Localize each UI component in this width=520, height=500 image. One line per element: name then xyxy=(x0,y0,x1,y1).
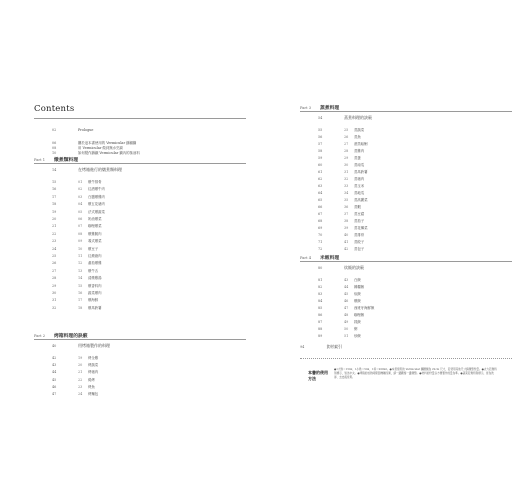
entry-text: 蒸排骨 xyxy=(354,233,365,237)
entry-page: 45 xyxy=(52,377,57,382)
entry-page: 89 xyxy=(318,334,323,338)
divider xyxy=(300,261,512,262)
entry-page: 08 xyxy=(52,146,57,150)
entry-text: 蒸煮料理的訣竅 xyxy=(344,115,372,120)
entry-number: 26 xyxy=(344,135,349,139)
part4-title: 米飯料理 xyxy=(320,255,340,261)
entry-number: 10 xyxy=(78,246,83,251)
toc-entry[interactable] xyxy=(318,205,361,209)
entry-text: 燉雞腿肉 xyxy=(88,231,102,236)
entry-number: 37 xyxy=(344,212,349,216)
entry-number: 01 xyxy=(78,180,83,184)
toc-entry[interactable] xyxy=(52,356,98,360)
entry-number: 42 xyxy=(344,247,349,251)
divider xyxy=(34,339,246,340)
entry-number: 33 xyxy=(344,184,349,188)
entry-text: 蒸蛋 xyxy=(354,156,361,160)
toc-entry[interactable] xyxy=(318,156,361,160)
entry-number: 31 xyxy=(344,170,349,174)
entry-text: 咖哩飯 xyxy=(354,313,365,317)
entry-number: 25 xyxy=(344,128,349,132)
entry-page: 43 xyxy=(52,363,57,368)
entry-page: 42 xyxy=(52,356,57,360)
entry-text: 蒸南瓜 xyxy=(354,163,365,167)
toc-entry[interactable] xyxy=(318,240,364,244)
toc-entry[interactable] xyxy=(52,202,105,206)
entry-page: 56 xyxy=(318,135,323,139)
entry-text: 蒸馬鈴薯 xyxy=(354,170,368,174)
entry-text: 焗烤 xyxy=(88,377,95,382)
entry-number: 35 xyxy=(344,198,349,202)
entry-number: 30 xyxy=(344,163,349,167)
toc-entry[interactable] xyxy=(318,177,364,181)
entry-page: 58 xyxy=(318,149,323,153)
toc-entry[interactable] xyxy=(52,180,102,184)
toc-entry[interactable] xyxy=(52,385,95,389)
toc-entry[interactable] xyxy=(318,142,368,146)
entry-text: 奶油燉菜 xyxy=(88,217,102,221)
part3-title: 蒸煮料理 xyxy=(320,105,340,111)
entry-text: 蒸餃子 xyxy=(354,240,365,244)
entry-page: 46 xyxy=(52,384,57,389)
entry-text: 番茄燉雞 xyxy=(88,261,102,266)
entry-text: 蒸蝦 xyxy=(354,205,361,209)
part4-label: Part 4 xyxy=(300,256,311,260)
entry-number: 27 xyxy=(344,142,349,146)
entry-text: 如何製作鑄鐵 Vermicular 鍋內的抹油料 xyxy=(78,151,140,155)
toc-entry[interactable] xyxy=(318,191,364,195)
entry-page: 28 xyxy=(52,276,57,281)
entry-text: 炒飯 xyxy=(354,334,361,338)
toc-entry[interactable] xyxy=(318,306,374,310)
entry-page: 72 xyxy=(318,247,323,251)
entry-page: 19 xyxy=(52,209,57,214)
entry-page: 15 xyxy=(52,180,57,184)
entry-number: 34 xyxy=(344,191,349,195)
toc-entry[interactable] xyxy=(318,233,364,237)
toc-entry[interactable] xyxy=(318,226,368,230)
entry-number: 41 xyxy=(344,240,349,244)
index-entry[interactable] xyxy=(300,345,342,349)
divider xyxy=(34,118,246,119)
intro-entry[interactable] xyxy=(52,146,123,150)
part2-title: 烤箱料理的訣竅 xyxy=(54,333,88,339)
entry-text: 燉香料肉 xyxy=(88,283,102,288)
entry-text: 蒸茄子 xyxy=(354,219,365,223)
entry-text: 咖哩燉菜 xyxy=(88,224,102,229)
entry-number: 06 xyxy=(78,217,83,221)
entry-page: 94 xyxy=(300,345,305,349)
entry-text: 義式燉菜 xyxy=(88,239,102,244)
entry-number: 43 xyxy=(344,278,349,282)
entry-page: 24 xyxy=(52,246,57,251)
entry-page: 70 xyxy=(318,233,323,237)
entry-text: 清燉雞湯 xyxy=(88,276,102,281)
entry-text: 炊飯的訣竅 xyxy=(344,265,364,270)
entry-page: 17 xyxy=(52,194,57,199)
entry-number: 05 xyxy=(78,209,83,214)
entry-text: 雜糧飯 xyxy=(354,285,365,289)
toc-entry[interactable] xyxy=(52,187,105,191)
part1-title: 燉煮類料理 xyxy=(54,157,78,163)
part1-heading xyxy=(34,156,78,163)
toc-entry[interactable] xyxy=(318,219,364,223)
section-intro-entry[interactable] xyxy=(318,266,364,270)
entry-number: 11 xyxy=(78,254,83,258)
entry-number: 19 xyxy=(78,356,83,360)
right-page xyxy=(260,0,520,500)
entry-page: 47 xyxy=(52,392,57,396)
entry-page: 81 xyxy=(318,278,323,282)
entry-page: 23 xyxy=(52,239,57,244)
entry-number: 12 xyxy=(78,261,83,266)
entry-page: 30 xyxy=(52,291,57,295)
toc-entry[interactable] xyxy=(318,128,364,132)
toc-entry[interactable] xyxy=(318,170,368,174)
entry-text: 用 Vermicular 做到無水烹調 xyxy=(78,146,123,150)
entry-page: 61 xyxy=(318,170,323,174)
entry-text: Prologue xyxy=(78,128,94,132)
entry-text: 蒸豬肉 xyxy=(354,177,365,181)
entry-page: 20 xyxy=(52,217,57,221)
toc-entry[interactable] xyxy=(318,198,368,202)
entry-page: 82 xyxy=(318,285,323,289)
entry-number: 49 xyxy=(344,320,349,324)
entry-number: 44 xyxy=(344,285,349,289)
part1-label: Part 1 xyxy=(34,158,45,162)
entry-number: 38 xyxy=(344,219,349,223)
entry-text: 蒸魚 xyxy=(354,135,361,139)
entry-number: 14 xyxy=(78,276,83,281)
toc-entry[interactable] xyxy=(318,313,364,317)
toc-entry[interactable] xyxy=(318,285,364,289)
entry-text: 白飯 xyxy=(354,278,361,282)
entry-text: 烤豬肉 xyxy=(88,370,99,375)
toc-entry[interactable] xyxy=(52,363,98,367)
entry-page: 88 xyxy=(318,327,323,331)
toc-entry[interactable] xyxy=(318,320,361,324)
entry-number: 51 xyxy=(344,334,349,338)
divider xyxy=(300,111,512,112)
entry-number: 50 xyxy=(344,327,349,331)
toc-entry[interactable] xyxy=(318,247,364,251)
entry-text: 烤蔬菜 xyxy=(88,363,99,368)
entry-page: 14 xyxy=(52,168,57,172)
toc-entry[interactable] xyxy=(52,284,102,288)
entry-text: 抓飯 xyxy=(354,320,361,324)
toc-entry[interactable] xyxy=(318,278,361,282)
entry-text: 食材索引 xyxy=(326,344,342,349)
part2-heading xyxy=(34,332,88,339)
entry-page: 02 xyxy=(52,128,57,132)
entry-text: 燉馬鈴薯 xyxy=(88,305,102,310)
entry-text: 燉飯 xyxy=(354,299,361,303)
section-intro-entry[interactable] xyxy=(318,116,372,120)
entry-text: 酒蒸蛤蜊 xyxy=(354,142,368,146)
entry-text: 在烤箱進行的燉煮類料理 xyxy=(78,167,122,172)
entry-text: 蔬菜燉肉 xyxy=(88,291,102,295)
entry-text: 蒸豆腐 xyxy=(354,212,365,216)
entry-number: 28 xyxy=(344,149,349,153)
entry-number: 04 xyxy=(78,202,83,207)
entry-number: 09 xyxy=(78,239,83,244)
toc-entry[interactable] xyxy=(318,292,361,296)
entry-text: 白醬燉雞肉 xyxy=(88,194,105,199)
entry-page: 55 xyxy=(318,128,323,132)
entry-page: 67 xyxy=(318,212,323,216)
toc-entry[interactable] xyxy=(52,195,105,199)
entry-page: 62 xyxy=(318,177,323,181)
entry-number: 29 xyxy=(344,156,349,160)
entry-number: 02 xyxy=(78,187,83,192)
entry-text: 關於這本書使用的 Vermicular 鑄鐵鍋 xyxy=(78,141,137,145)
entry-page: 80 xyxy=(318,266,323,270)
toc-entry[interactable] xyxy=(52,291,102,295)
usage-note-label: 本書的使用方法 xyxy=(308,370,328,381)
entry-page: 54 xyxy=(318,116,323,120)
entry-text: 燉五花豬肉 xyxy=(88,202,105,207)
entry-number: 36 xyxy=(344,205,349,209)
entry-text: 烤麵包 xyxy=(88,392,99,396)
entry-page: 25 xyxy=(52,254,57,258)
toc-entry[interactable] xyxy=(52,224,102,228)
entry-page: 84 xyxy=(318,299,323,303)
intro-entry[interactable] xyxy=(52,128,93,132)
entry-number: 21 xyxy=(78,370,83,375)
entry-text: 西班牙海鮮飯 xyxy=(354,306,375,310)
entry-page: 22 xyxy=(52,231,57,236)
entry-number: 40 xyxy=(344,233,349,237)
entry-text: 蒸高麗菜 xyxy=(354,198,368,202)
entry-number: 32 xyxy=(344,177,349,181)
entry-text: 蒸雞肉 xyxy=(354,149,365,153)
entry-page: 26 xyxy=(52,261,57,266)
entry-text: 粥 xyxy=(354,327,358,331)
entry-number: 16 xyxy=(78,291,83,295)
entry-text: 蒸包子 xyxy=(354,247,365,251)
toc-entry[interactable] xyxy=(52,210,105,214)
entry-page: 83 xyxy=(318,292,323,296)
intro-entry[interactable] xyxy=(52,141,136,145)
entry-page: 71 xyxy=(318,240,323,244)
section-intro-entry[interactable] xyxy=(52,168,122,172)
entry-page: 66 xyxy=(318,205,323,209)
entry-page: 65 xyxy=(318,198,323,202)
toc-entry[interactable] xyxy=(52,392,98,396)
entry-page: 06 xyxy=(52,141,57,145)
entry-page: 21 xyxy=(52,224,57,229)
part3-heading xyxy=(300,104,339,111)
entry-page: 63 xyxy=(318,184,323,188)
entry-page: 29 xyxy=(52,283,57,288)
toc-entry[interactable] xyxy=(52,217,102,221)
entry-page: 27 xyxy=(52,268,57,273)
toc-entry[interactable] xyxy=(52,306,102,310)
entry-page: 31 xyxy=(52,298,57,303)
contents-title: Contents xyxy=(34,104,75,114)
toc-entry[interactable] xyxy=(52,247,98,251)
entry-text: 法式燉蔬菜 xyxy=(88,209,105,214)
toc-entry[interactable] xyxy=(318,163,364,167)
entry-number: 45 xyxy=(344,292,349,296)
divider xyxy=(34,163,246,164)
entry-page: 86 xyxy=(318,313,323,317)
part4-heading xyxy=(300,254,339,261)
entry-number: 47 xyxy=(344,306,349,310)
entry-page: 18 xyxy=(52,202,57,207)
toc-entry[interactable] xyxy=(318,149,364,153)
entry-text: 蒸地瓜 xyxy=(354,191,365,195)
toc-entry[interactable] xyxy=(52,254,102,258)
entry-page: 85 xyxy=(318,306,323,310)
entry-text: 燉牛舌 xyxy=(88,268,99,273)
intro-entry[interactable] xyxy=(52,151,140,155)
entry-number: 13 xyxy=(78,268,83,273)
toc-entry[interactable] xyxy=(52,378,95,382)
entry-number: 18 xyxy=(78,305,83,310)
entry-text: 紅燒豬肉 xyxy=(88,254,102,258)
usage-note-text: ●1大匙＝15ml、1小匙＝5ml、1杯＝200ml。●本書使用的 Vermicular 鑄鐵鍋為 22cm 尺寸，若使用其他尺寸請調整份量。●火力若無特別標示，皆為中火。●烤箱的加熱時間因機種而異，請一邊觀察一邊調整。●材料的份量以方便製作的量為準。●蔬菜若無特別標示，皆為洗淨、去皮後使用。 xyxy=(334,368,497,380)
toc-entry[interactable] xyxy=(318,327,357,331)
entry-page: 60 xyxy=(318,163,323,167)
entry-number: 24 xyxy=(78,392,83,396)
entry-number: 15 xyxy=(78,283,83,288)
entry-text: 烤魚 xyxy=(88,384,95,389)
entry-page: 64 xyxy=(318,191,323,195)
entry-text: 用烤箱製作的料理 xyxy=(78,343,110,348)
entry-text: 蒸玉米 xyxy=(354,184,365,188)
entry-text: 紅酒燉牛肉 xyxy=(88,187,105,192)
toc-entry[interactable] xyxy=(318,184,364,188)
entry-number: 39 xyxy=(344,226,349,230)
toc-entry[interactable] xyxy=(52,261,102,265)
part2-label: Part 2 xyxy=(34,334,45,338)
part3-label: Part 3 xyxy=(300,106,311,110)
entry-page: 32 xyxy=(52,305,57,310)
entry-page: 40 xyxy=(52,344,57,348)
toc-entry[interactable] xyxy=(52,269,98,273)
toc-entry[interactable] xyxy=(52,239,102,243)
entry-number: 23 xyxy=(78,384,83,389)
entry-number: 20 xyxy=(78,363,83,368)
entry-text: 燉海鮮 xyxy=(88,298,99,303)
section-intro-entry[interactable] xyxy=(52,344,110,348)
divider xyxy=(300,358,512,359)
entry-page: 59 xyxy=(318,156,323,160)
entry-number: 03 xyxy=(78,194,83,199)
toc-entry[interactable] xyxy=(52,370,98,374)
toc-entry[interactable] xyxy=(318,299,361,303)
toc-entry[interactable] xyxy=(318,334,361,338)
toc-entry[interactable] xyxy=(52,232,102,236)
entry-text: 燉牛排骨 xyxy=(88,180,102,184)
entry-text: 燉豆子 xyxy=(88,246,99,251)
entry-page: 16 xyxy=(52,187,57,192)
entry-text: 蒸蔬菜 xyxy=(354,128,365,132)
entry-number: 07 xyxy=(78,224,83,229)
entry-number: 08 xyxy=(78,231,83,236)
toc-entry[interactable] xyxy=(318,212,364,216)
entry-page: 44 xyxy=(52,370,57,375)
toc-entry[interactable] xyxy=(52,276,102,280)
entry-page: 69 xyxy=(318,226,323,230)
entry-number: 17 xyxy=(78,298,83,303)
entry-number: 46 xyxy=(344,299,349,303)
entry-text: 炊飯 xyxy=(354,292,361,296)
entry-page: 57 xyxy=(318,142,323,146)
entry-text: 烤全雞 xyxy=(88,356,99,360)
entry-text: 蒸花椰菜 xyxy=(354,226,368,230)
entry-page: 10 xyxy=(52,151,57,155)
entry-page: 87 xyxy=(318,320,323,324)
entry-number: 22 xyxy=(78,377,83,382)
entry-page: 68 xyxy=(318,219,323,223)
entry-number: 48 xyxy=(344,313,349,317)
toc-entry[interactable] xyxy=(318,135,361,139)
toc-entry[interactable] xyxy=(52,298,98,302)
